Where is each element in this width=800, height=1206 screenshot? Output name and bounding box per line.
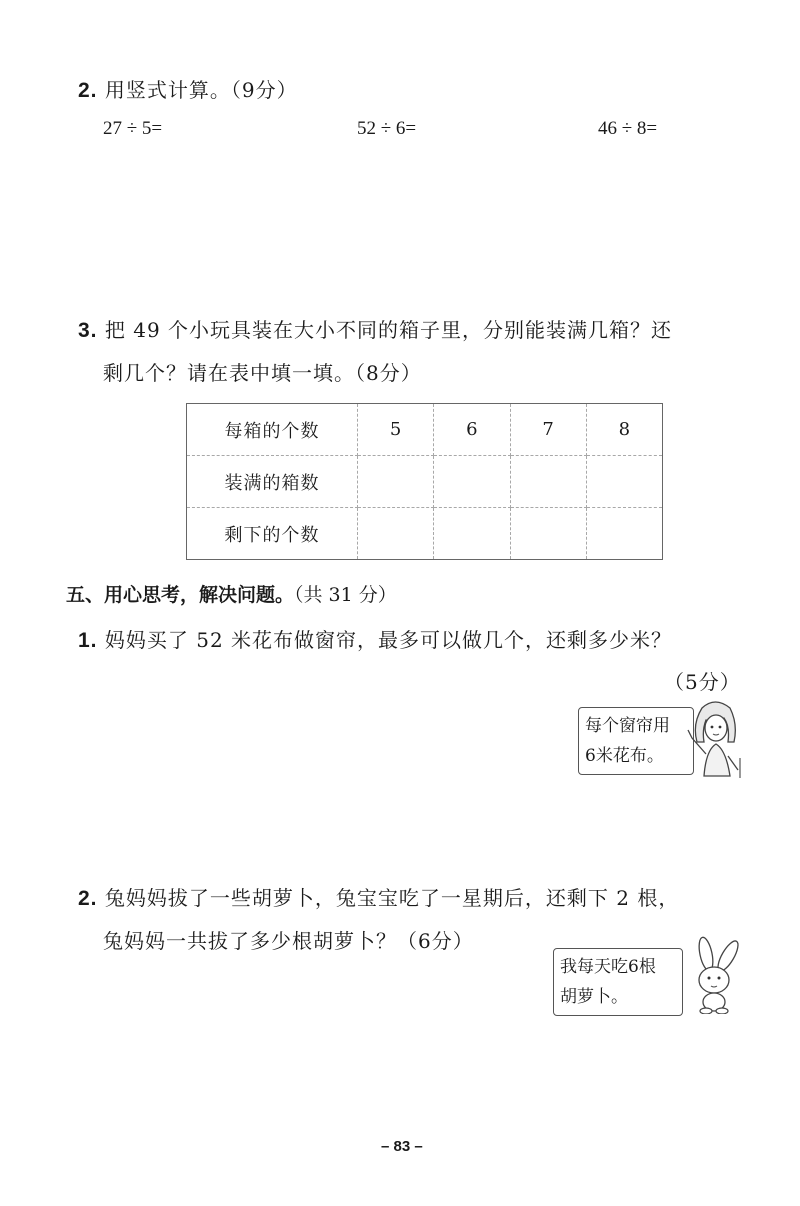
answer-cell[interactable] [510, 456, 586, 508]
section-title [66, 580, 397, 607]
answer-cell[interactable] [586, 456, 662, 508]
question-text-line2: 剩几个？请在表中填一填。（8分） [103, 361, 422, 385]
row-header: 每箱的个数 [187, 404, 358, 456]
table-cell: 7 [510, 404, 586, 456]
question-number: 3. [78, 319, 98, 342]
expression-3: 46 ÷ 8= [598, 118, 658, 139]
answer-cell[interactable] [434, 508, 510, 560]
table-row [187, 508, 663, 560]
expression-2: 52 ÷ 6= [357, 118, 417, 139]
problem-text-line1: 兔妈妈拔了一些胡萝卜，兔宝宝吃了一星期后，还剩下 2 根， [104, 886, 680, 910]
problem-number: 1. [78, 629, 98, 652]
table-cell: 6 [434, 404, 510, 456]
answer-cell[interactable] [358, 456, 434, 508]
expression-1: 27 ÷ 5= [103, 118, 163, 139]
bubble-line: 每个窗帘用 [585, 716, 670, 736]
answer-cell[interactable] [510, 508, 586, 560]
speech-bubble [578, 707, 694, 775]
problem-text-line2: 兔妈妈一共拔了多少根胡萝卜？（6分） [103, 929, 474, 953]
answer-table [186, 403, 663, 560]
section-score: （共 31 分） [294, 584, 397, 606]
rabbit-illustration-icon [684, 936, 746, 1014]
question-text-line1: 把 49 个小玩具装在大小不同的箱子里，分别能装满几箱？还 [104, 318, 673, 342]
problem-number: 2. [78, 887, 98, 910]
answer-cell[interactable] [586, 508, 662, 560]
problem-2 [78, 882, 679, 911]
problem-text: 妈妈买了 52 米花布做窗帘，最多可以做几个，还剩多少米？ [104, 628, 673, 652]
answer-cell[interactable] [358, 508, 434, 560]
girl-illustration-icon [684, 698, 746, 778]
speech-bubble [553, 948, 683, 1016]
problem-score: （5分） [664, 670, 741, 694]
section-heading: 五、用心思考，解决问题。 [66, 585, 295, 606]
row-header: 装满的箱数 [187, 456, 358, 508]
table-row [187, 456, 663, 508]
bubble-line: 6米花布。 [585, 746, 664, 766]
question-3 [78, 314, 672, 343]
page-number: – 83 – [381, 1138, 423, 1155]
bubble-line: 我每天吃6根 [560, 957, 656, 977]
answer-cell[interactable] [434, 456, 510, 508]
bubble-line: 胡萝卜。 [560, 987, 628, 1007]
row-header: 剩下的个数 [187, 508, 358, 560]
table-row [187, 404, 663, 456]
table-cell: 5 [358, 404, 434, 456]
table-cell: 8 [586, 404, 662, 456]
question-number: 2. [78, 79, 98, 102]
question-text: 用竖式计算。（9分） [104, 78, 298, 102]
problem-1 [78, 624, 672, 653]
question-2 [78, 74, 298, 103]
